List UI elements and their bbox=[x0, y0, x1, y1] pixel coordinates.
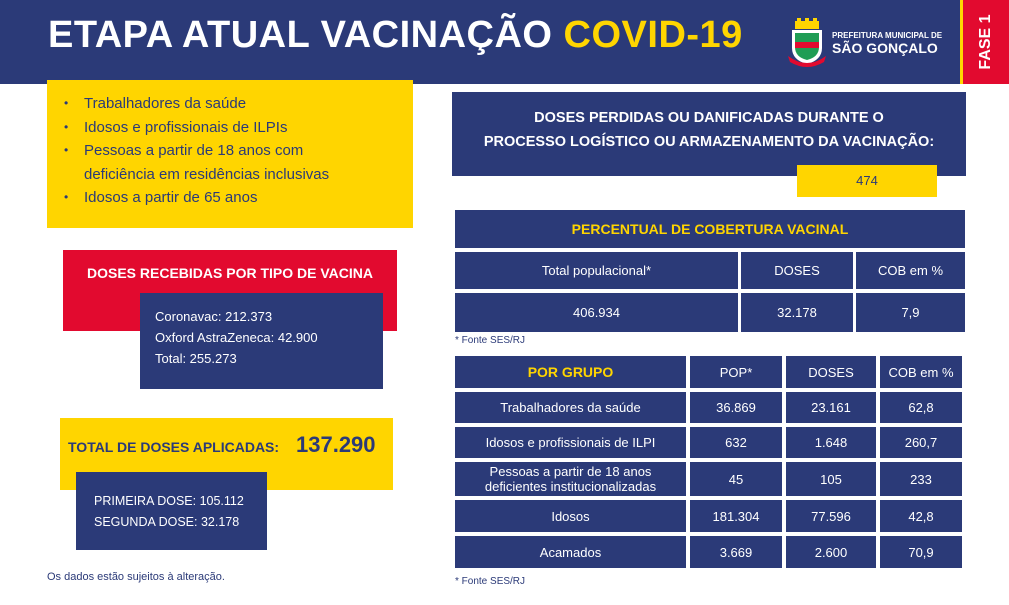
priority-groups-list bbox=[47, 80, 413, 210]
coverage-header-doses: DOSES bbox=[741, 252, 853, 289]
received-doses-title: DOSES RECEBIDAS POR TIPO DE VACINA bbox=[86, 265, 373, 281]
group-header-name: POR GRUPO bbox=[455, 356, 686, 388]
coverage-source: * Fonte SES/RJ bbox=[455, 335, 526, 346]
lost-doses-title-line1: DOSES PERDIDAS OU DANIFICADAS DURANTE O bbox=[534, 110, 884, 126]
row-label-line2: deficientes institucionalizadas bbox=[484, 479, 657, 494]
table-row-label: Trabalhadores da saúde bbox=[455, 392, 686, 423]
table-row-label: Acamados bbox=[455, 536, 686, 568]
coverage-cob: 7,9 bbox=[856, 293, 965, 332]
applied-doses-details bbox=[76, 472, 267, 550]
group-source: * Fonte SES/RJ bbox=[455, 576, 526, 587]
table-row-label: Idosos bbox=[455, 500, 686, 532]
table-cell: 36.869 bbox=[690, 392, 782, 423]
coat-of-arms-icon bbox=[786, 18, 828, 68]
group-header-pop: POP* bbox=[690, 356, 782, 388]
group-header-cob: COB em % bbox=[880, 356, 962, 388]
page-title: ETAPA ATUAL VACINAÇÃO COVID-19 bbox=[48, 14, 743, 56]
logo-line1: PREFEITURA MUNICIPAL DE bbox=[832, 31, 943, 40]
applied-doses-value: 137.290 bbox=[296, 432, 376, 457]
coverage-doses: 32.178 bbox=[741, 293, 853, 332]
second-dose: SEGUNDA DOSE: 32.178 bbox=[94, 515, 240, 529]
priority-groups-box bbox=[47, 80, 413, 228]
coverage-header-cob: COB em % bbox=[856, 252, 965, 289]
table-cell: 42,8 bbox=[880, 500, 962, 532]
phase-label: FASE 1 bbox=[977, 14, 994, 70]
coverage-title: PERCENTUAL DE COBERTURA VACINAL bbox=[455, 210, 965, 248]
phase-tab bbox=[960, 0, 1009, 84]
table-cell: 181.304 bbox=[690, 500, 782, 532]
title-highlight: COVID-19 bbox=[563, 14, 743, 56]
list-item: • Idosos a partir de 65 anos bbox=[84, 186, 413, 210]
disclaimer: Os dados estão sujeitos à alteração. bbox=[47, 571, 225, 583]
table-cell: 77.596 bbox=[786, 500, 876, 532]
coverage-header-population: Total populacional* bbox=[455, 252, 738, 289]
coronavac-doses: Coronavac: 212.373 bbox=[155, 309, 273, 324]
received-total: Total: 255.273 bbox=[155, 351, 237, 366]
table-cell: 62,8 bbox=[880, 392, 962, 423]
lost-doses-box bbox=[452, 92, 966, 176]
table-cell: 70,9 bbox=[880, 536, 962, 568]
list-item-continuation: deficiência em residências inclusivas bbox=[84, 165, 330, 183]
table-cell: 260,7 bbox=[880, 427, 962, 458]
table-cell: 45 bbox=[690, 462, 782, 496]
table-row-label-multiline bbox=[455, 462, 686, 496]
coverage-population: 406.934 bbox=[455, 293, 738, 332]
table-cell: 1.648 bbox=[786, 427, 876, 458]
applied-doses-label: TOTAL DE DOSES APLICADAS: bbox=[68, 439, 280, 455]
table-cell: 105 bbox=[786, 462, 876, 496]
first-dose: PRIMEIRA DOSE: 105.112 bbox=[94, 494, 244, 508]
table-cell: 3.669 bbox=[690, 536, 782, 568]
table-cell: 233 bbox=[880, 462, 962, 496]
table-row-label: Idosos e profissionais de ILPI bbox=[455, 427, 686, 458]
row-label-line1: Pessoas a partir de 18 anos bbox=[489, 464, 652, 479]
group-header-doses: DOSES bbox=[786, 356, 876, 388]
table-cell: 632 bbox=[690, 427, 782, 458]
lost-doses-title-line2: PROCESSO LOGÍSTICO OU ARMAZENAMENTO DA VACINAÇÃO: bbox=[483, 134, 935, 150]
table-cell: 2.600 bbox=[786, 536, 876, 568]
list-item: • Pessoas a partir de 18 anos com bbox=[84, 139, 413, 163]
lost-doses-value: 474 bbox=[797, 165, 937, 197]
table-cell: 23.161 bbox=[786, 392, 876, 423]
list-item: • Idosos e profissionais de ILPIs bbox=[84, 116, 413, 140]
logo-line2: SÃO GONÇALO bbox=[832, 40, 938, 56]
list-item: • Trabalhadores da saúde bbox=[84, 92, 413, 116]
lost-doses-title bbox=[452, 106, 966, 154]
received-doses-details bbox=[140, 293, 383, 389]
oxford-doses: Oxford AstraZeneca: 42.900 bbox=[155, 330, 318, 345]
